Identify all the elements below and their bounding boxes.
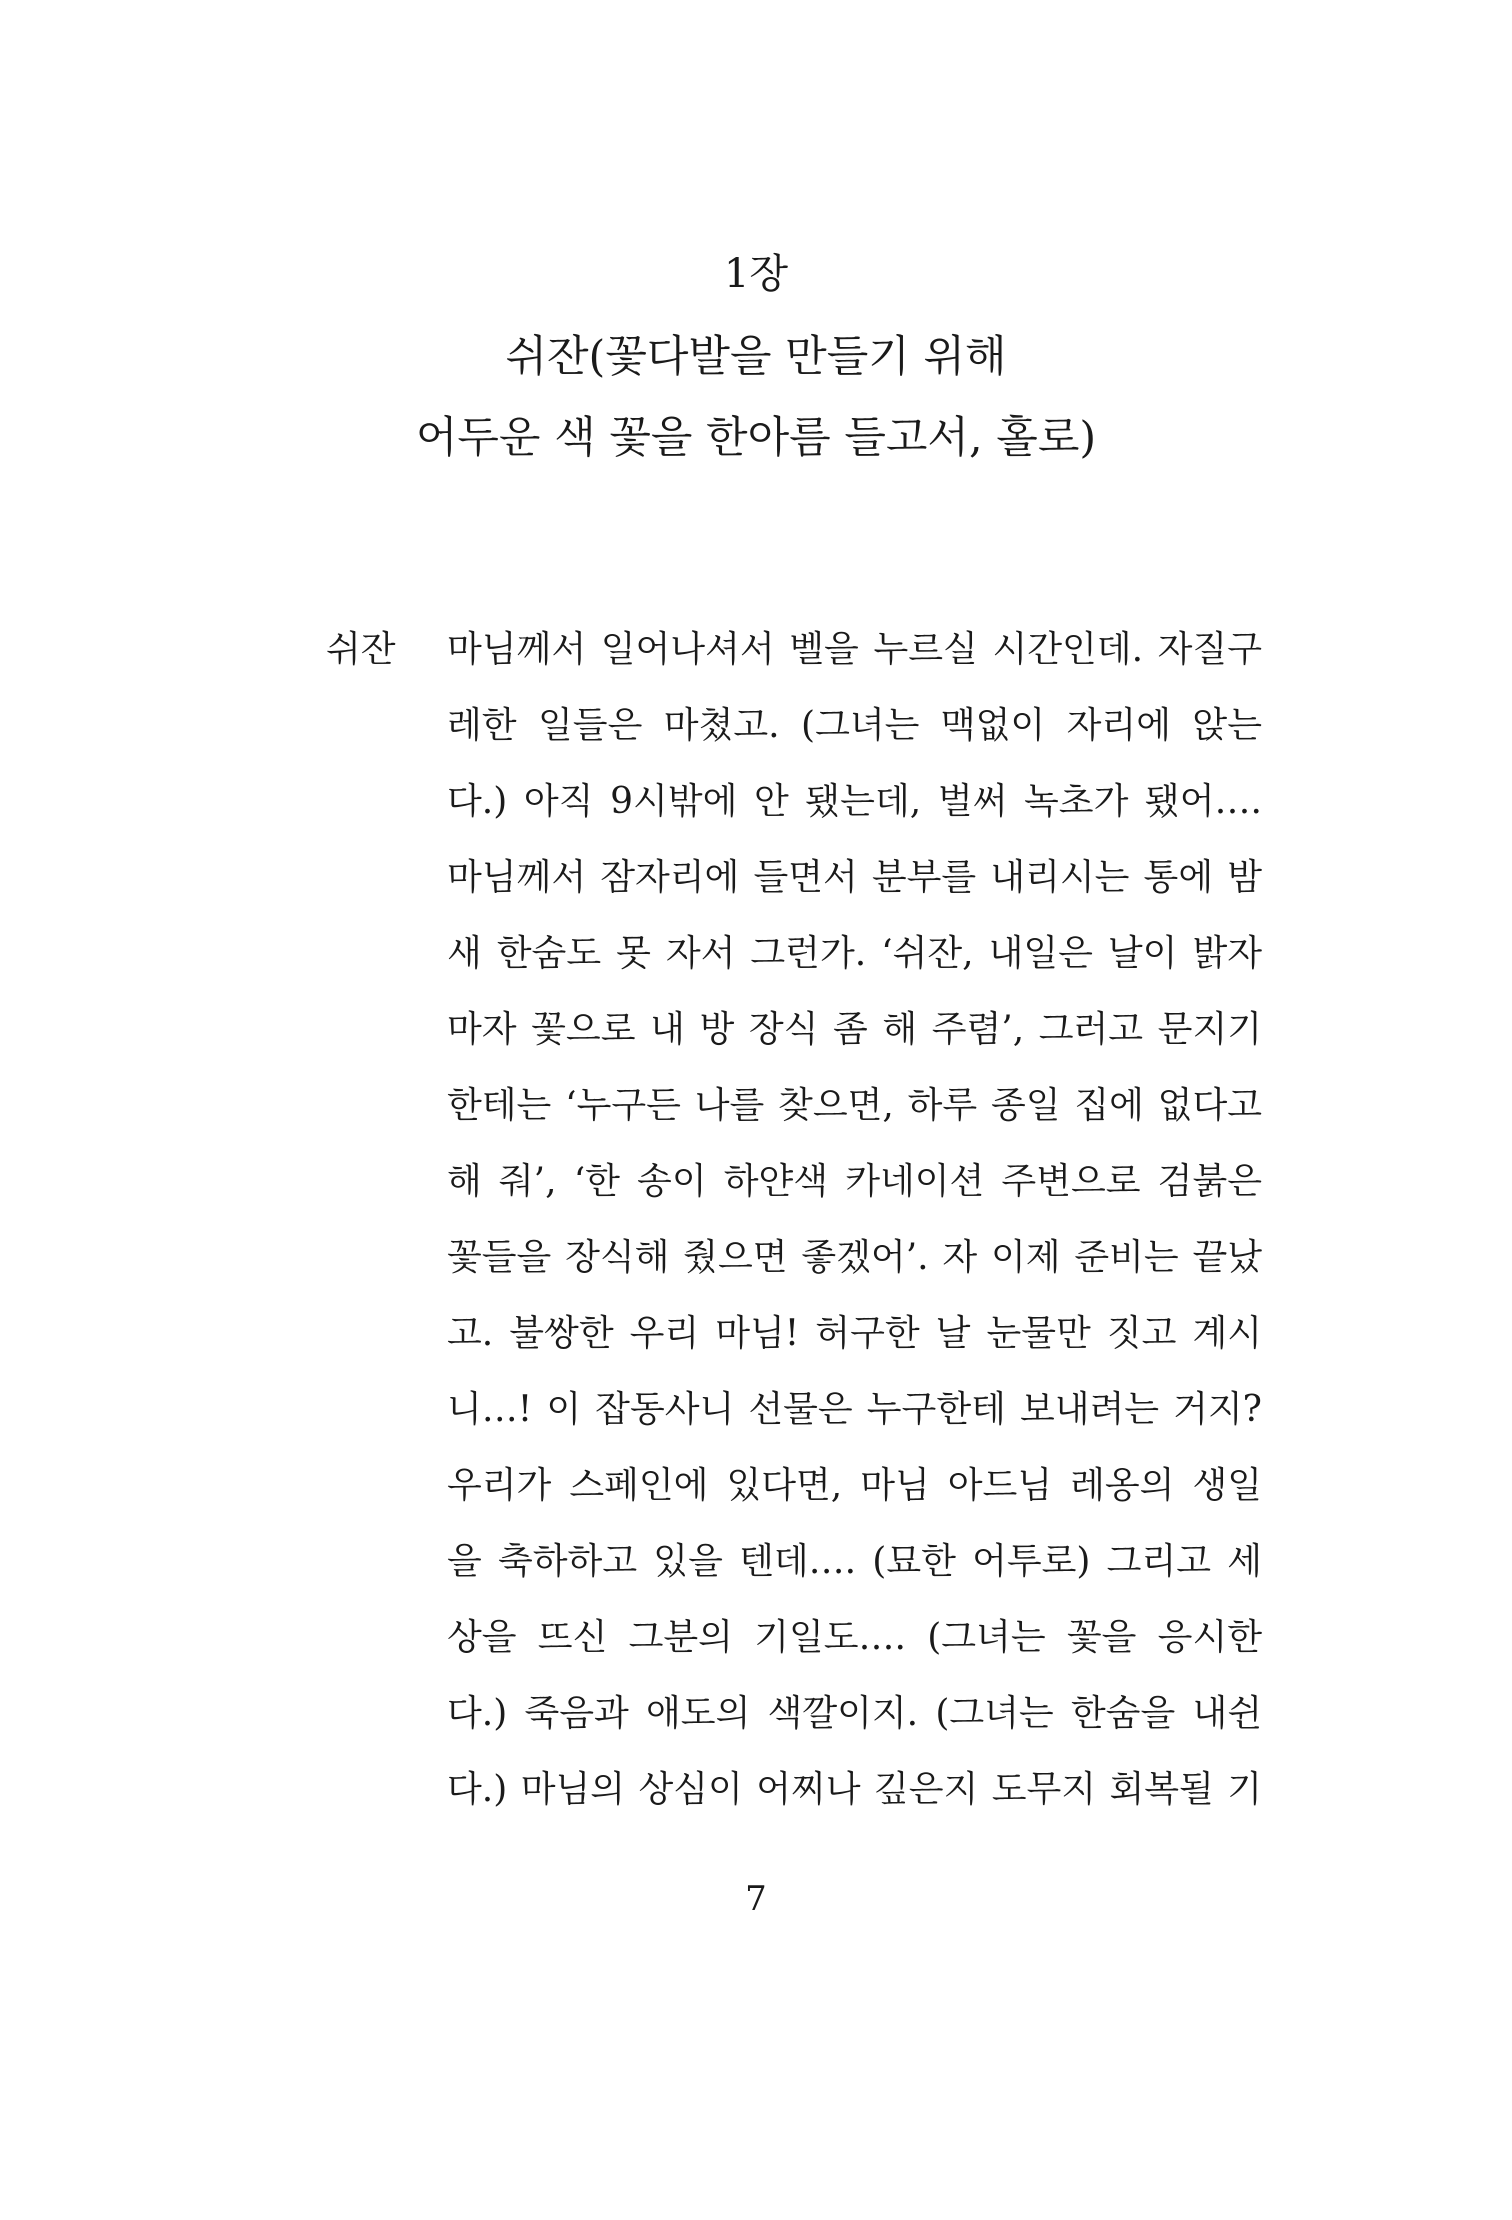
dialogue-line: 마님께서 잠자리에 들면서 분부를 내리시는 통에 밤 (447, 857, 1262, 898)
dialogue-line: 니…! 이 잡동사니 선물은 누구한테 보내려는 거지? (447, 1389, 1262, 1430)
dialogue-line: 새 한숨도 못 자서 그런가. ‘쉬잔, 내일은 날이 밝자 (447, 933, 1262, 974)
dialogue-line: 한테는 ‘누구든 나를 찾으면, 하루 종일 집에 없다고 (447, 1085, 1262, 1126)
dialogue-line: 다.) 죽음과 애도의 색깔이지. (그녀는 한숨을 내쉰 (447, 1693, 1262, 1734)
dialogue-block (447, 620, 1262, 1836)
dialogue-line: 마님께서 일어나셔서 벨을 누르실 시간인데. 자질구 (447, 629, 1262, 670)
dialogue-line: 을 축하하고 있을 텐데…. (묘한 어투로) 그리고 세 (447, 1541, 1262, 1582)
dialogue-line: 고. 불쌍한 우리 마님! 허구한 날 눈물만 짓고 계시 (447, 1313, 1262, 1354)
dialogue-line: 꽃들을 장식해 줬으면 좋겠어’. 자 이제 준비는 끝났 (447, 1237, 1262, 1278)
chapter-title-line: 쉬잔(꽃다발을 만들기 위해 (505, 332, 1007, 382)
page-number: 7 (745, 1879, 767, 1919)
dialogue-line: 상을 뜨신 그분의 기일도…. (그녀는 꽃을 응시한 (447, 1617, 1262, 1658)
dialogue-line: 해 줘’, ‘한 송이 하얀색 카네이션 주변으로 검붉은 (447, 1161, 1262, 1202)
dialogue-line: 레한 일들은 마쳤고. (그녀는 맥없이 자리에 앉는 (447, 705, 1262, 746)
dialogue-line: 다.) 아직 9시밖에 안 됐는데, 벌써 녹초가 됐어…. (447, 781, 1262, 822)
chapter-title-line: 어두운 색 꽃을 한아름 들고서, 홀로) (415, 413, 1097, 463)
speaker-name: 쉬잔 (326, 629, 396, 670)
dialogue-line: 마자 꽃으로 내 방 장식 좀 해 주렴’, 그러고 문지기 (447, 1009, 1262, 1050)
dialogue-line: 다.) 마님의 상심이 어찌나 깊은지 도무지 회복될 기 (447, 1769, 1262, 1810)
chapter-number: 1장 (723, 251, 789, 297)
dialogue-line: 우리가 스페인에 있다면, 마님 아드님 레옹의 생일 (447, 1465, 1262, 1506)
